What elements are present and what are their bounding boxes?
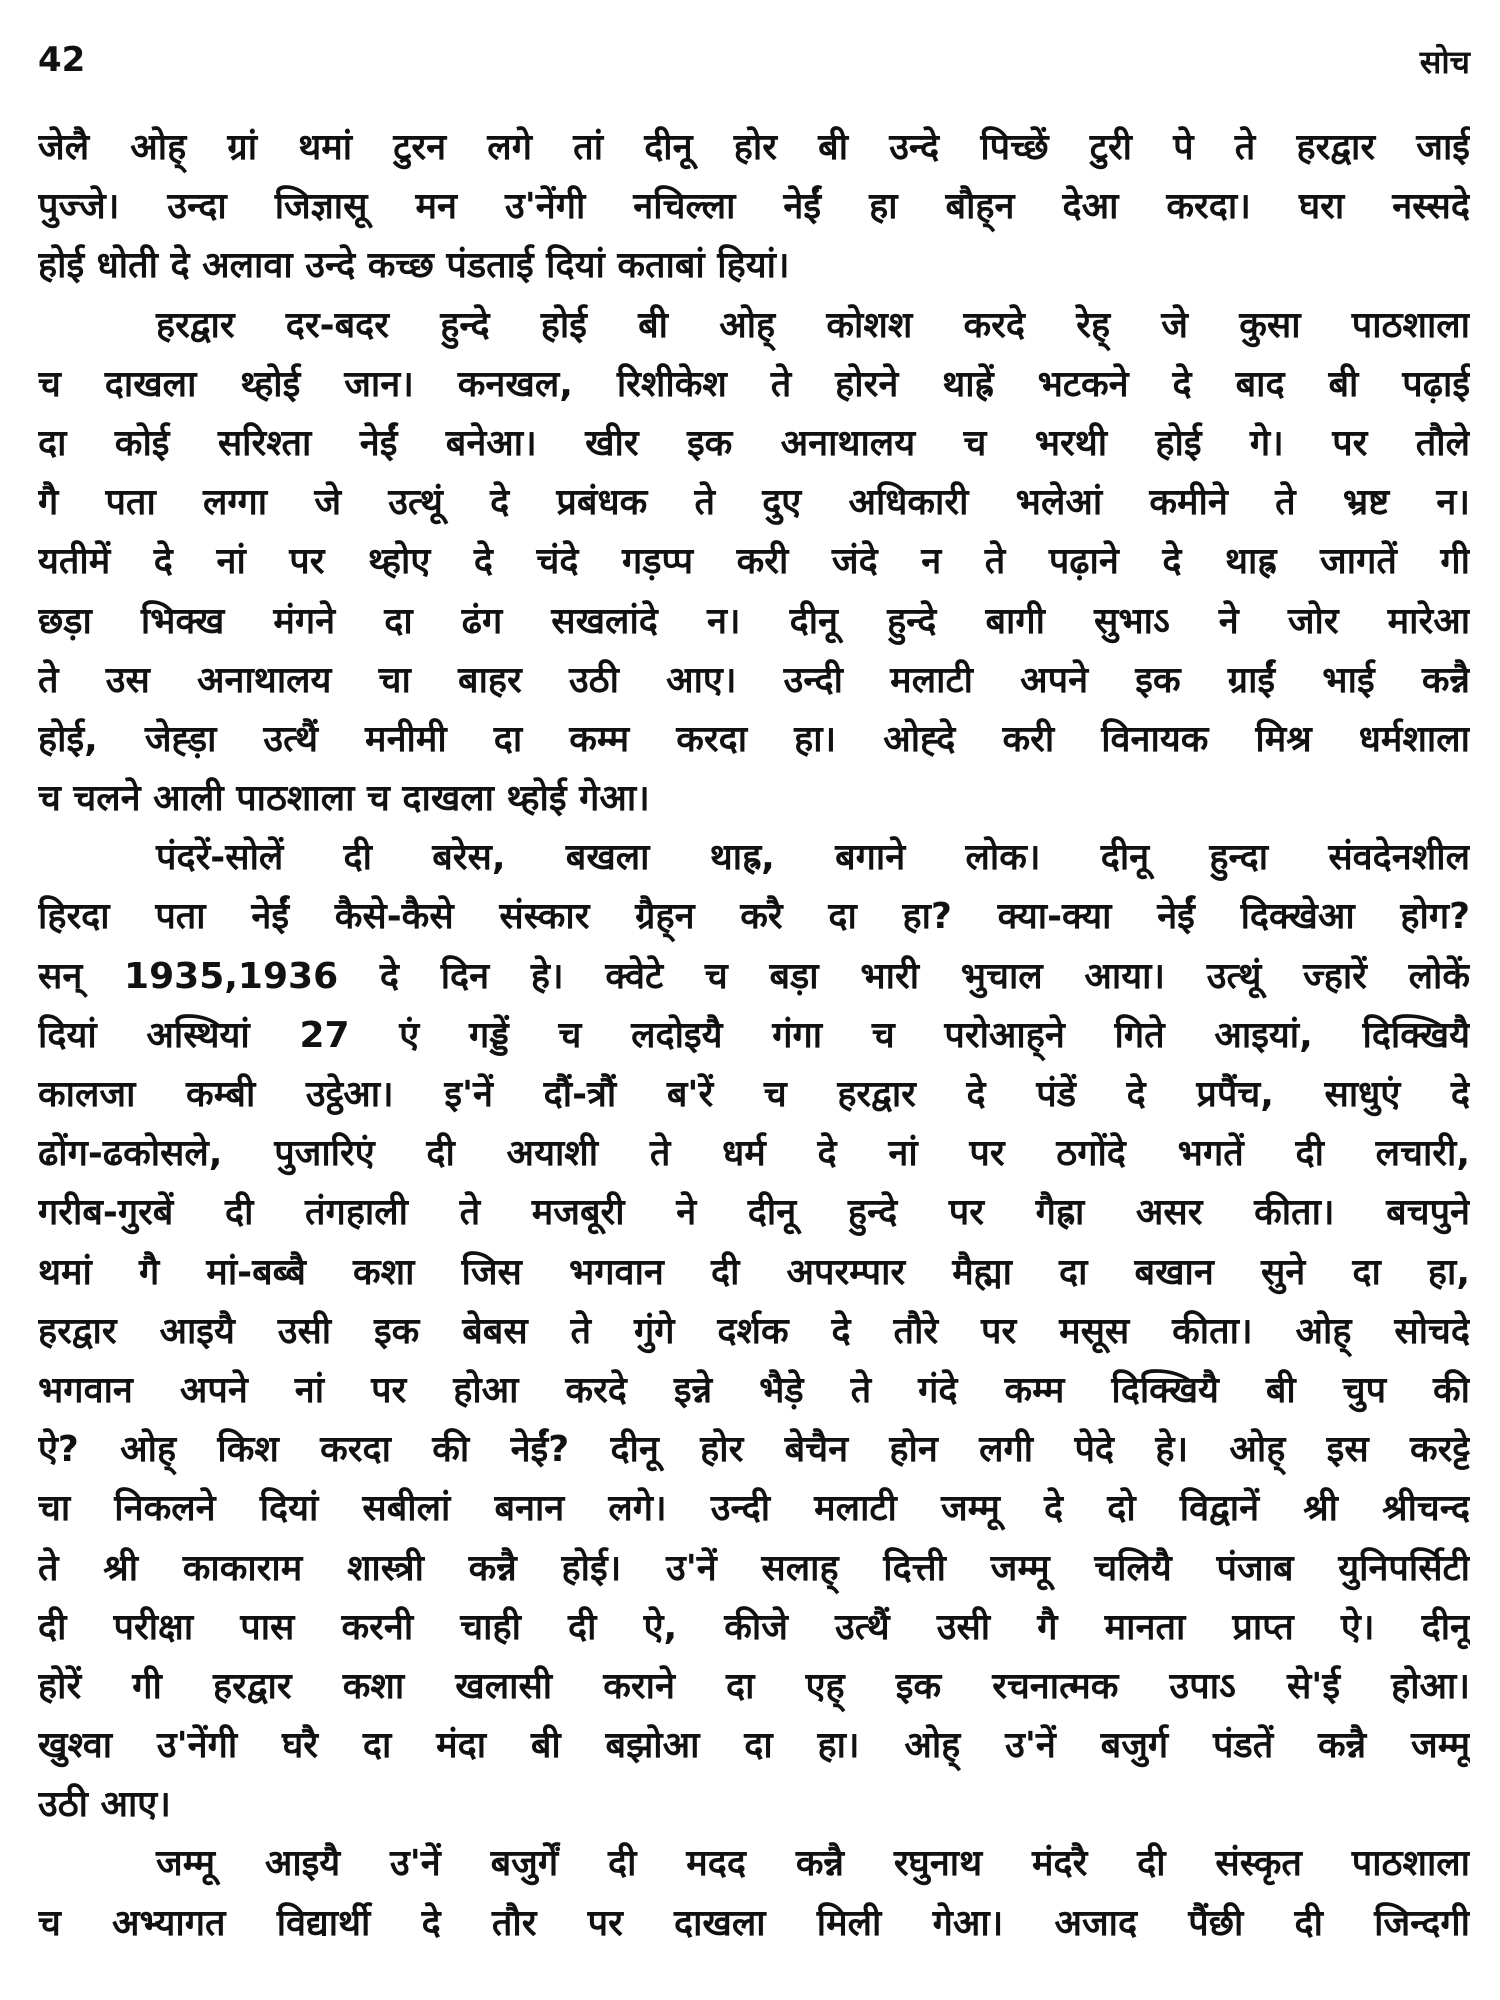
text-line: हिरदा पता नेईं कैसे-कैसे संस्कार ग्रैह्‌न करै दा हा? क्या-क्या नेईं दिक्खेआ होग? (38, 896, 1470, 938)
text-line: च चलने आली पाठशाला च दाखला थ्होई गेआ। (38, 778, 650, 820)
text-line: जेलै ओह् ग्रां थमां टुरन लगे तां दीनू होर बी उन्दे पिच्छें टुरी पे ते हरद्वार जाई (38, 127, 1470, 168)
text-line: छड़ा भिक्ख मंगने दा ढंग सखलांदे न। दीनू हुन्दे बागी सुभाऽ ने जोर मारेआ (38, 600, 1470, 642)
text-line: हरद्वार आइयै उसी इक बेबस ते गुंगे दर्शक दे तौरे पर मसूस कीता। ओह् सोचदे (38, 1310, 1470, 1352)
text-line: सन् 1935,1936 दे दिन हे। क्वेटे च बड़ा भारी भुचाल आया। उत्थूं ज्हारें लोकें (38, 955, 1470, 997)
body-text (38, 118, 1470, 1953)
text-line: होरें गी हरद्वार कशा खलासी कराने दा एह् इक रचनात्मक उपाऽ से'ई होआ। (38, 1665, 1470, 1707)
text-line: दियां अस्थियां 27 एं गड्डें च लदोइयै गंगा च परोआह्‌ने गिते आइयां, दिक्खियै (38, 1014, 1470, 1056)
text-line: हरद्वार दर-बदर हुन्दे होई बी ओह् कोशश करदे रेह् जे कुसा पाठशाला (156, 304, 1470, 346)
running-head: सोच (1419, 43, 1470, 81)
text-line: कालजा कम्बी उट्ठेआ। इ'नें दौं-त्रौं ब'रें च हरद्वार दे पंडें दे प्रपैंच, साधुएं दे (38, 1074, 1470, 1115)
text-line: होई, जेह्ड़ा उत्थैं मनीमी दा कम्म करदा हा। ओह्दे करी विनायक मिश्र धर्मशाला (38, 718, 1470, 760)
text-line: दा कोई सरिश्ता नेईं बनेआ। खीर इक अनाथालय च भरथी होई गे। पर तौले (38, 422, 1470, 464)
text-line: दी परीक्षा पास करनी चाही दी ऐ, कीजे उत्थैं उसी गै मानता प्राप्त ऐ। दीनू (38, 1606, 1470, 1648)
text-line: यतीमें दे नां पर थ्होए दे चंदे गड़प्प करी जंदे न ते पढ़ाने दे थाह्र जागतें गी (38, 541, 1470, 583)
text-line: भगवान अपने नां पर होआ करदे इन्ने भैड़े ते गंदे कम्म दिक्खियै बी चुप की (38, 1369, 1470, 1411)
text-line: ऐ? ओह् किश करदा की नेईं? दीनू होर बेचैन होन लगी पेदे हे। ओह् इस करट्टे (38, 1429, 1470, 1471)
text-line: जम्मू आइयै उ'नें बजुर्गें दी मदद कन्नै रघुनाथ मंदरै दी संस्कृत पाठशाला (156, 1843, 1470, 1885)
text-line: ते श्री काकाराम शास्त्री कन्नै होई। उ'नें सलाह् दित्ती जम्मू चलियै पंजाब युनिपर्सिटी (38, 1547, 1470, 1589)
text-line: पुज्जे। उन्दा जिज्ञासू मन उ'नेंगी नचिल्ला नेईं हा बौह्‌न देआ करदा। घरा नस्सदे (38, 186, 1470, 228)
text-line: उठी आए। (38, 1784, 171, 1826)
text-line: गरीब-गुरबें दी तंगहाली ते मजबूरी ने दीनू हुन्दे पर गैह्रा असर कीता। बचपुने (38, 1192, 1470, 1234)
text-line: पंदरें-सोलें दी बरेस, बखला थाह्र, बगाने लोक। दीनू हुन्दा संवदेनशील (156, 837, 1470, 879)
text-line: ते उस अनाथालय चा बाहर उठी आए। उन्दी मलाटी अपने इक ग्राईं भाई कन्नै (38, 659, 1470, 701)
text-line: होई धोती दे अलावा उन्दे कच्छ पंडताई दियां कताबां हियां। (38, 245, 790, 287)
text-line: गै पता लग्गा जे उत्थूं दे प्रबंधक ते दुए अधिकारी भलेआं कमीने ते भ्रष्ट न। (38, 482, 1470, 524)
text-line: च दाखला थ्होई जान। कनखल, रिशीकेश ते होरने थाह्रें भटकने दे बाद बी पढ़ाई (38, 363, 1470, 405)
text-line: खुश्वा उ'नेंगी घरै दा मंदा बी बझोआ दा हा। ओह् उ'नें बजुर्ग पंडतें कन्नै जम्मू (38, 1725, 1470, 1767)
text-line: च अभ्यागत विद्यार्थी दे तौर पर दाखला मिली गेआ। अजाद पैंछी दी जिन्दगी (38, 1902, 1470, 1944)
page-header (38, 40, 1470, 92)
page-number: 42 (38, 40, 86, 80)
text-line: थमां गै मां-बब्बै कशा जिस भगवान दी अपरम्पार मैह्मा दा बखान सुने दा हा, (38, 1251, 1470, 1293)
text-line: ढोंग-ढकोसले, पुजारिएं दी अयाशी ते धर्म दे नां पर ठगोंदे भगतें दी लचारी, (38, 1133, 1470, 1175)
text-line: चा निकलने दियां सबीलां बनान लगे। उन्दी मलाटी जम्मू दे दो विद्वानें श्री श्रीचन्द (38, 1488, 1470, 1530)
